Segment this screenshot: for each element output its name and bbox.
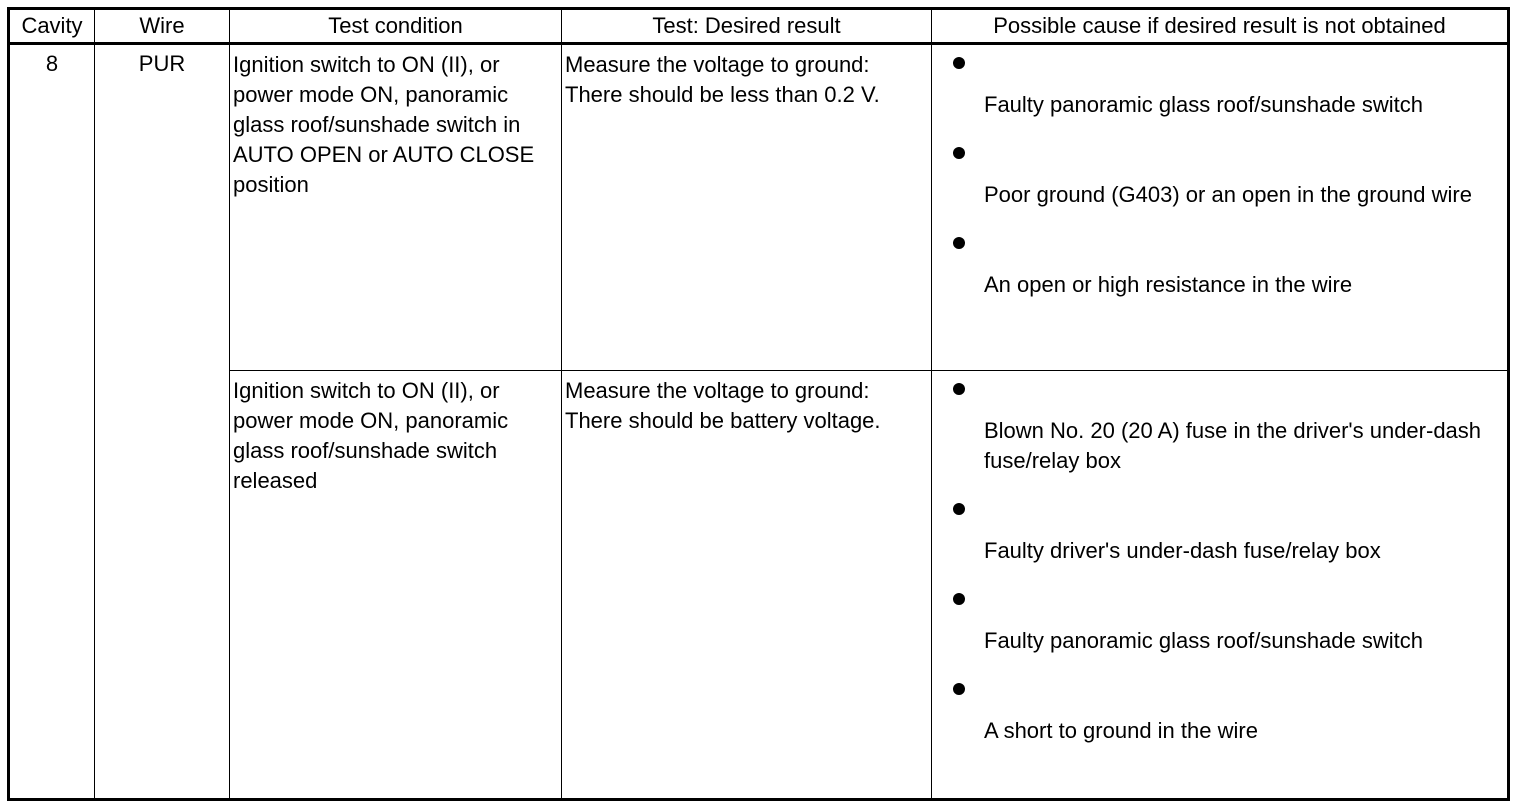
header-possible-cause: Possible cause if desired result is not obtained [932, 9, 1509, 44]
header-wire: Wire [95, 9, 230, 44]
bullet-icon [953, 503, 965, 515]
possible-cause-cell [932, 371, 1509, 800]
bullet-icon [953, 57, 965, 69]
cause-text: An open or high resistance in the wire [984, 272, 1353, 297]
cause-text: A short to ground in the wire [984, 718, 1258, 743]
bullet-icon [953, 383, 965, 395]
list-item [984, 135, 1507, 210]
bullet-icon [953, 683, 965, 695]
list-item [984, 371, 1507, 476]
wire-cell: PUR [95, 44, 230, 800]
table-body [9, 44, 1509, 800]
cause-text: Poor ground (G403) or an open in the ground wire [984, 182, 1472, 207]
header-cavity: Cavity [9, 9, 95, 44]
cavity-cell: 8 [9, 44, 95, 800]
table-row [9, 44, 1509, 371]
list-item [984, 671, 1507, 746]
table-header [9, 9, 1509, 44]
desired-result-cell: Measure the voltage to ground: There should be less than 0.2 V. [562, 44, 932, 371]
list-item [984, 45, 1507, 120]
list-item [984, 225, 1507, 300]
test-condition-cell: Ignition switch to ON (II), or power mode ON, panoramic glass roof/sunshade switch released [230, 371, 562, 800]
bullet-icon [953, 237, 965, 249]
header-desired-result: Test: Desired result [562, 9, 932, 44]
cause-text: Faulty panoramic glass roof/sunshade switch [984, 92, 1423, 117]
cause-list [932, 45, 1507, 300]
diagnostic-table [7, 7, 1510, 801]
desired-result-cell: Measure the voltage to ground: There should be battery voltage. [562, 371, 932, 800]
header-test-condition: Test condition [230, 9, 562, 44]
table-row [9, 371, 1509, 800]
bullet-icon [953, 147, 965, 159]
cause-text: Faulty panoramic glass roof/sunshade switch [984, 628, 1423, 653]
cause-list [932, 371, 1507, 746]
list-item [984, 491, 1507, 566]
possible-cause-cell [932, 44, 1509, 371]
list-item [984, 581, 1507, 656]
test-condition-cell: Ignition switch to ON (II), or power mode ON, panoramic glass roof/sunshade switch in AUTO OPEN or AUTO CLOSE position [230, 44, 562, 371]
header-row [9, 9, 1509, 44]
cause-text: Blown No. 20 (20 A) fuse in the driver's under-dash fuse/relay box [984, 418, 1482, 473]
bullet-icon [953, 593, 965, 605]
cause-text: Faulty driver's under-dash fuse/relay box [984, 538, 1381, 563]
